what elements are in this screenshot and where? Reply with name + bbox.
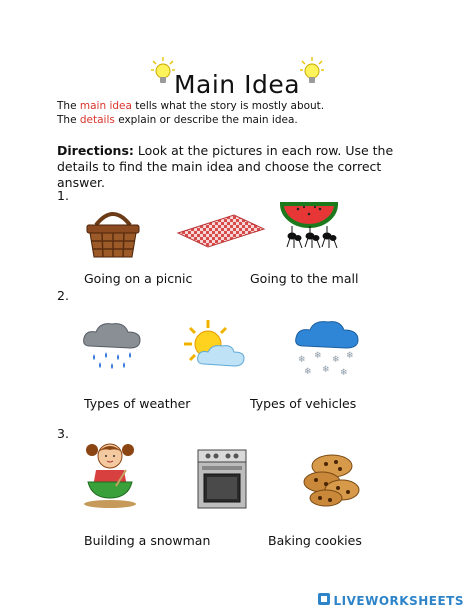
svg-text:❄: ❄ bbox=[346, 351, 354, 361]
picnic-basket-picture bbox=[82, 207, 144, 263]
option-types-of-weather[interactable]: Types of weather bbox=[84, 396, 191, 411]
watermelon-ants-picture bbox=[278, 198, 340, 258]
details-term: details bbox=[79, 114, 115, 126]
directions-text: Look at the pictures in each row. Use the details to find the main idea and choose the correct answer. bbox=[57, 143, 394, 190]
option-building-a-snowman[interactable]: Building a snowman bbox=[84, 533, 211, 548]
liveworksheets-logo-icon bbox=[317, 592, 331, 609]
intro-line-details: The details explain or describe the main idea. bbox=[57, 114, 298, 126]
checkered-blanket-picture bbox=[176, 213, 266, 253]
intro-line-main-idea: The main idea tells what the story is mostly about. bbox=[57, 100, 325, 112]
question-number: 3. bbox=[57, 426, 69, 441]
page-title: Main Idea bbox=[173, 70, 301, 99]
svg-text:❄: ❄ bbox=[304, 367, 312, 377]
oven-picture bbox=[196, 448, 248, 514]
snow-cloud-picture bbox=[292, 320, 360, 384]
question-number: 1. bbox=[57, 188, 69, 203]
main-idea-term: main idea bbox=[79, 100, 132, 112]
svg-text:❄: ❄ bbox=[340, 368, 348, 378]
option-going-to-the-mall[interactable]: Going to the mall bbox=[250, 271, 359, 286]
sun-behind-cloud-picture bbox=[182, 318, 246, 374]
lightbulb-icon bbox=[299, 56, 325, 88]
footer-brand bbox=[317, 592, 464, 609]
question-number: 2. bbox=[57, 288, 69, 303]
svg-text:❄: ❄ bbox=[322, 365, 330, 375]
svg-text:❄: ❄ bbox=[298, 355, 306, 365]
option-baking-cookies[interactable]: Baking cookies bbox=[268, 533, 362, 548]
cookies-picture bbox=[302, 452, 360, 512]
svg-text:❄: ❄ bbox=[332, 355, 340, 365]
brand-text: LIVEWORKSHEETS bbox=[333, 593, 464, 608]
girl-mixing-bowl-picture bbox=[82, 440, 138, 512]
option-going-on-a-picnic[interactable]: Going on a picnic bbox=[84, 271, 193, 286]
option-types-of-vehicles[interactable]: Types of vehicles bbox=[250, 396, 357, 411]
svg-text:❄: ❄ bbox=[314, 351, 322, 361]
directions-label: Directions: bbox=[57, 143, 134, 158]
directions bbox=[57, 143, 427, 191]
rain-cloud-picture bbox=[80, 320, 144, 376]
